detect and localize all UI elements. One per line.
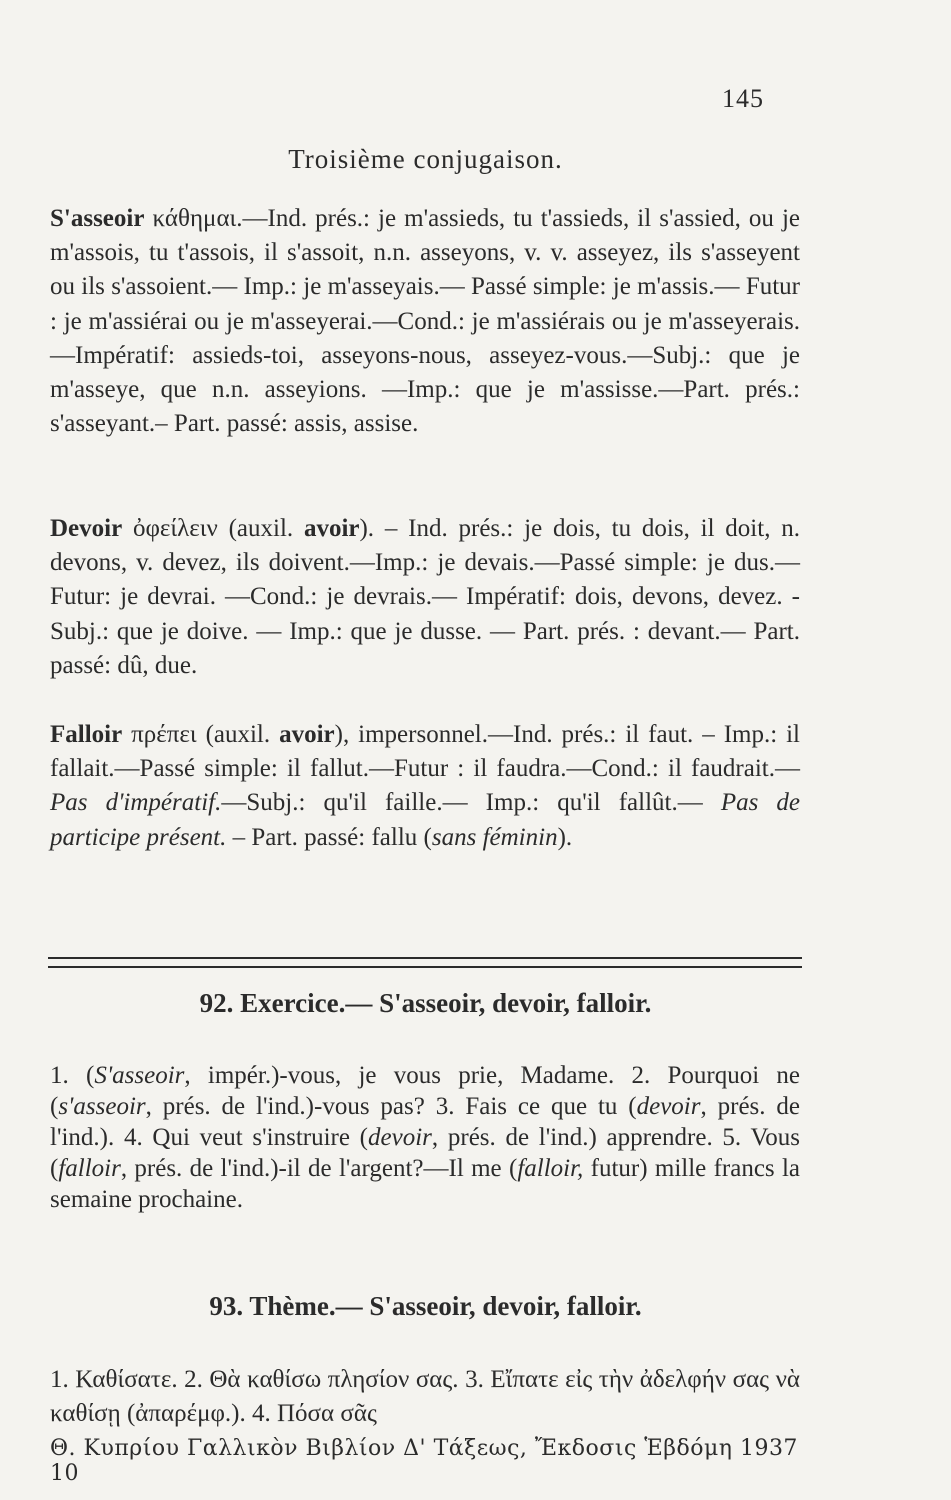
divider-line <box>48 966 802 968</box>
theme-text: 1. Καθίσατε. 2. Θὰ καθίσω πλησίον σας. 3. Εἴπατε εἰς τὴν ἀδελφήν σας νὰ καθίσῃ (ἀπαρέμφ.). 4. Πόσα σᾶς <box>50 1366 800 1428</box>
page-number: 145 <box>722 84 764 113</box>
verb-falloir: Falloir <box>50 721 123 748</box>
paragraph-s-asseoir: S'asseoir κάθημαι.—Ind. prés.: je m'assieds, tu t'assieds, il s'assied, ou je m'assois, tu t'assois, il s'assoit, n.n. asseyons, v. v. asseyez, ils s'asseyent ou ils s'assoient.— Imp.: je m'asseyais.— Passé simple: je m'assis.— Futur : je m'assiérai ou je m'asseyerai.—Cond.: je m'assiérais ou je m'asseyerais.—Impératif: assieds-toi, asseyons-nous, asseyez-vous.—Subj.: que je m'asseye, que n.n. asseyions. —Imp.: que je m'assisse.—Part. prés.: s'asseyant.– Part. passé: assis, assise. <box>50 205 800 438</box>
exercise-title: 92. Exercice.— S'asseoir, devoir, falloir. <box>199 988 652 1018</box>
paragraph-falloir: Falloir πρέπει (auxil. avoir), impersonnel.—Ind. prés.: il faut. – Imp.: il fallait.—Passé simple: il fallut.—Futur : il faudra.—Cond.: il faudrait.—Pas d'impératif.—Subj.: qu'il faille.— Imp.: qu'il fallût.— Pas de participe présent. – Part. passé: fallu (sans féminin). <box>50 721 800 851</box>
exercise-text: 1. (S'asseoir, impér.)-vous, je vous prie, Madame. 2. Pourquoi ne (s'asseoir, prés. de l'ind.)-vous pas? 3. Fais ce que tu (devoir, prés. de l'ind.). 4. Qui veut s'instruire (devoir, prés. de l'ind.) apprendre. 5. Vous (falloir, prés. de l'ind.)-il de l'argent?—Il me (falloir, futur) mille francs la semaine prochaine. <box>50 1062 801 1213</box>
section-title: Troisième conjugaison. <box>288 144 563 174</box>
footer-imprint: Θ. Κυπρίου Γαλλικὸν Βιβλίον Δ' Τάξεως, Ἔκδοσις Ἑβδόμη 1937 10 <box>50 1436 798 1486</box>
theme-title: 93. Thème.— S'asseoir, devoir, falloir. <box>209 1291 642 1321</box>
verb-devoir: Devoir <box>50 515 123 542</box>
paragraph-devoir: Devoir ὀφείλειν (auxil. avoir). – Ind. prés.: je dois, tu dois, il doit, n. devons, v. devez, ils doivent.—Imp.: je devais.—Passé simple: je dus.—Futur: je devrai. —Cond.: je devrais.— Impératif: dois, devons, devez. - Subj.: que je doive. — Imp.: que je dusse. — Part. prés. : devant.— Part. passé: dû, due. <box>50 515 800 679</box>
divider-line <box>48 957 802 959</box>
verb-s-asseoir: S'asseoir <box>50 205 145 232</box>
